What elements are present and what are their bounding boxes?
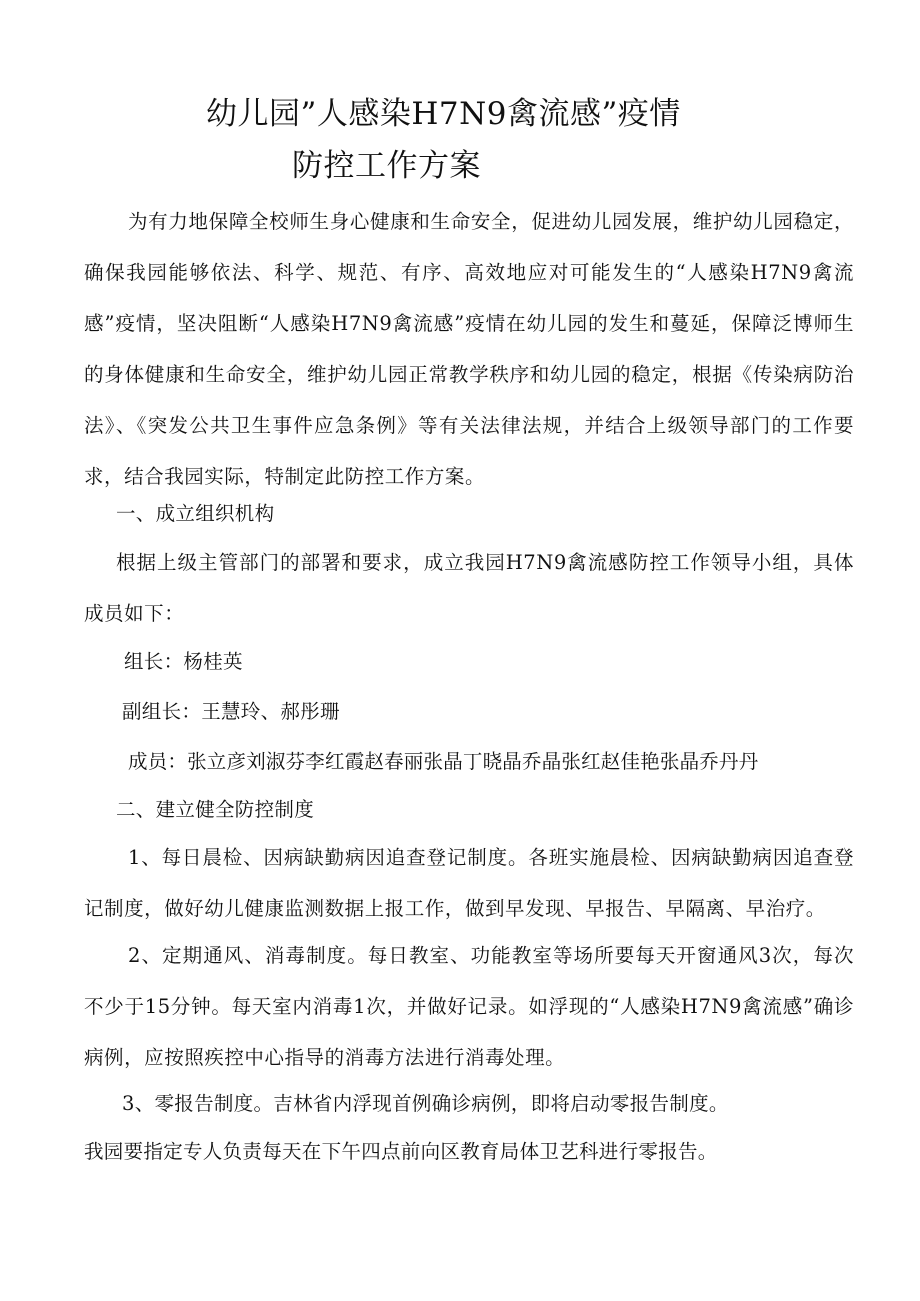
- section2-heading: 二、建立健全防控制度: [116, 798, 315, 821]
- document-title-line2: 防控工作方案: [292, 148, 481, 184]
- deputy-leader: 副组长：王慧玲、郝彤珊: [122, 700, 340, 723]
- section1-heading: 一、成立组织机构: [116, 502, 275, 525]
- policy-item-3-continuation: 我园要指定专人负责每天在下午四点前向区教育局体卫艺科进行零报告。: [84, 1140, 718, 1163]
- group-members: 成员：张立彦刘淑芬李红霞赵春丽张晶丁晓晶乔晶张红赵佳艳张晶乔丹丹: [128, 750, 759, 773]
- section1-paragraph: 根据上级主管部门的部署和要求，成立我园H7N9禽流感防控工作领导小组，具体成员如下：: [84, 551, 854, 625]
- policy-item-1: 1、每日晨检、因病缺勤病因追查登记制度。各班实施晨检、因病缺勤病因追查登记制度，做好幼儿健康监测数据上报工作，做到早发现、早报告、早隔离、早治疗。: [84, 846, 854, 920]
- intro-paragraph: 为有力地保障全校师生身心健康和生命安全，促进幼儿园发展，维护幼儿园稳定，确保我园能够依法、科学、规范、有序、高效地应对可能发生的“人感染H7N9禽流感”疫情，坚决阻断“人感染H7N9禽流感”疫情在幼儿园的发生和蔓延，保障泛博师生的身体健康和生命安全，维护幼儿园正常教学秩序和幼儿园的稳定，根据《传染病防治法》、《突发公共卫生事件应急条例》等有关法律法规，并结合上级领导部门的工作要求，结合我园实际，特制定此防控工作方案。: [84, 210, 854, 488]
- policy-item-2: 2、定期通风、消毒制度。每日教室、功能教室等场所要每天开窗通风3次，每次不少于15分钟。每天室内消毒1次，并做好记录。如浮现的“人感染H7N9禽流感”确诊病例，应按照疾控中心指导的消毒方法进行消毒处理。: [84, 944, 854, 1069]
- group-leader: 组长：杨桂英: [124, 650, 243, 673]
- policy-item-3: 3、零报告制度。吉林省内浮现首例确诊病例，即将启动零报告制度。: [122, 1092, 729, 1115]
- document-title-line1: 幼儿园”人感染H7N9禽流感”疫情: [206, 96, 681, 132]
